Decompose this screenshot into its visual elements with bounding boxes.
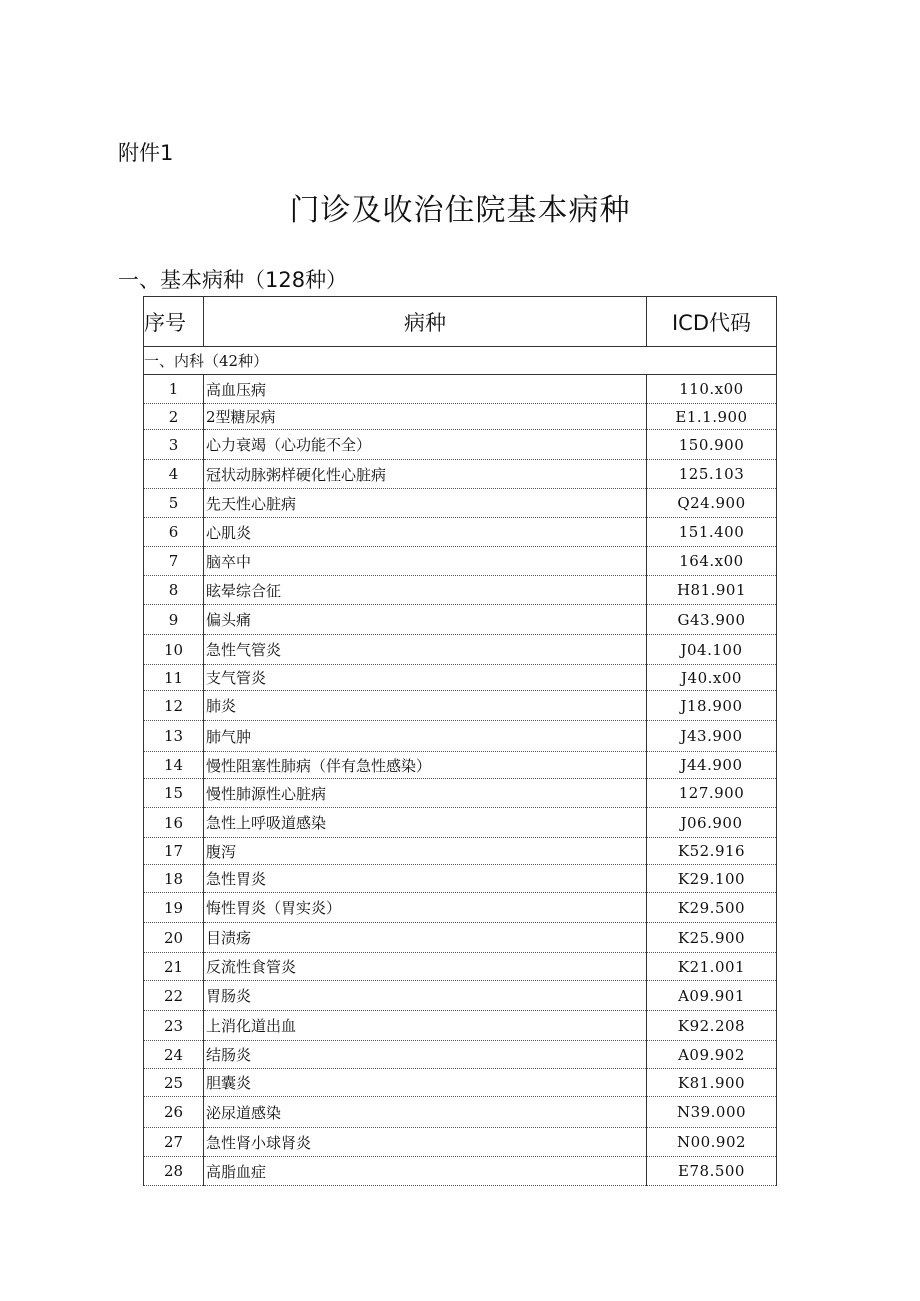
table-row xyxy=(144,808,777,838)
disease-name: 先天性心脏病 xyxy=(204,489,647,518)
icd-code: 164.x00 xyxy=(647,547,777,576)
icd-code: J04.100 xyxy=(647,635,777,665)
table-row xyxy=(144,489,777,518)
row-number: 16 xyxy=(144,808,204,838)
disease-name: 2型糖尿病 xyxy=(204,404,647,430)
row-number: 8 xyxy=(144,576,204,605)
icd-code: K92.208 xyxy=(647,1011,777,1041)
row-number: 11 xyxy=(144,665,204,691)
icd-code: Q24.900 xyxy=(647,489,777,518)
table-row xyxy=(144,838,777,865)
disease-name: 脑卒中 xyxy=(204,547,647,576)
row-number: 1 xyxy=(144,375,204,404)
table-row xyxy=(144,981,777,1011)
icd-code: 110.x00 xyxy=(647,375,777,404)
icd-code: K21.001 xyxy=(647,953,777,981)
table-row xyxy=(144,375,777,404)
category-label: 一、内科（42种） xyxy=(144,347,777,375)
header-seq: 序号 xyxy=(144,297,204,347)
icd-code: E1.1.900 xyxy=(647,404,777,430)
row-number: 6 xyxy=(144,518,204,547)
disease-name: 眩晕综合征 xyxy=(204,576,647,605)
table-row xyxy=(144,1069,777,1097)
disease-name: 结肠炎 xyxy=(204,1041,647,1069)
disease-name: 心肌炎 xyxy=(204,518,647,547)
disease-name: 腹泻 xyxy=(204,838,647,865)
row-number: 12 xyxy=(144,691,204,721)
disease-name: 上消化道出血 xyxy=(204,1011,647,1041)
icd-code: A09.902 xyxy=(647,1041,777,1069)
row-number: 13 xyxy=(144,721,204,752)
row-number: 15 xyxy=(144,779,204,808)
table-row xyxy=(144,460,777,489)
table-row xyxy=(144,404,777,430)
row-number: 17 xyxy=(144,838,204,865)
table-row xyxy=(144,576,777,605)
disease-name: 目渍疡 xyxy=(204,923,647,953)
icd-code: K25.900 xyxy=(647,923,777,953)
row-number: 22 xyxy=(144,981,204,1011)
table-row xyxy=(144,1097,777,1128)
disease-name: 急性上呼吸道感染 xyxy=(204,808,647,838)
disease-name: 急性肾小球肾炎 xyxy=(204,1128,647,1157)
section-heading: 一、基本病种（128种） xyxy=(118,268,348,292)
row-number: 25 xyxy=(144,1069,204,1097)
disease-name: 高脂血症 xyxy=(204,1157,647,1186)
table-row xyxy=(144,752,777,779)
table-row xyxy=(144,665,777,691)
disease-name: 泌尿道感染 xyxy=(204,1097,647,1128)
row-number: 19 xyxy=(144,893,204,923)
row-number: 24 xyxy=(144,1041,204,1069)
icd-code: H81.901 xyxy=(647,576,777,605)
row-number: 18 xyxy=(144,865,204,893)
header-disease: 病种 xyxy=(204,297,647,347)
table-row xyxy=(144,923,777,953)
disease-name: 肺气肿 xyxy=(204,721,647,752)
disease-name: 慢性肺源性心脏病 xyxy=(204,779,647,808)
category-row xyxy=(144,347,777,375)
disease-name: 肺炎 xyxy=(204,691,647,721)
table-row xyxy=(144,430,777,460)
icd-code: J44.900 xyxy=(647,752,777,779)
disease-name: 反流性食管炎 xyxy=(204,953,647,981)
row-number: 21 xyxy=(144,953,204,981)
icd-code: K29.100 xyxy=(647,865,777,893)
row-number: 27 xyxy=(144,1128,204,1157)
table-row xyxy=(144,953,777,981)
table-row xyxy=(144,893,777,923)
disease-name: 心力衰竭（心功能不全） xyxy=(204,430,647,460)
row-number: 14 xyxy=(144,752,204,779)
icd-code: J06.900 xyxy=(647,808,777,838)
disease-table xyxy=(143,296,777,1186)
disease-name: 急性胃炎 xyxy=(204,865,647,893)
icd-code: J18.900 xyxy=(647,691,777,721)
disease-name: 慢性阻塞性肺病（伴有急性感染） xyxy=(204,752,647,779)
row-number: 3 xyxy=(144,430,204,460)
row-number: 4 xyxy=(144,460,204,489)
table-row xyxy=(144,635,777,665)
row-number: 10 xyxy=(144,635,204,665)
row-number: 9 xyxy=(144,605,204,635)
attachment-label: 附件1 xyxy=(118,141,174,165)
table-row xyxy=(144,865,777,893)
table-row xyxy=(144,1011,777,1041)
disease-name: 胃肠炎 xyxy=(204,981,647,1011)
row-number: 28 xyxy=(144,1157,204,1186)
header-icd: ICD代码 xyxy=(647,297,777,347)
row-number: 7 xyxy=(144,547,204,576)
disease-name: 悔性胃炎（胃实炎） xyxy=(204,893,647,923)
icd-code: 150.900 xyxy=(647,430,777,460)
disease-name: 急性气管炎 xyxy=(204,635,647,665)
table-header-row xyxy=(144,297,777,347)
icd-code: K81.900 xyxy=(647,1069,777,1097)
icd-code: N00.902 xyxy=(647,1128,777,1157)
disease-name: 高血压病 xyxy=(204,375,647,404)
icd-code: G43.900 xyxy=(647,605,777,635)
row-number: 5 xyxy=(144,489,204,518)
table-row xyxy=(144,605,777,635)
table-row xyxy=(144,1041,777,1069)
table-row xyxy=(144,1128,777,1157)
disease-name: 胆囊炎 xyxy=(204,1069,647,1097)
icd-code: J40.x00 xyxy=(647,665,777,691)
icd-code: E78.500 xyxy=(647,1157,777,1186)
icd-code: A09.901 xyxy=(647,981,777,1011)
icd-code: 127.900 xyxy=(647,779,777,808)
row-number: 23 xyxy=(144,1011,204,1041)
disease-name: 冠状动脉粥样硬化性心脏病 xyxy=(204,460,647,489)
page-title: 门诊及收治住院基本病种 xyxy=(289,193,631,228)
disease-name: 偏头痛 xyxy=(204,605,647,635)
table-row xyxy=(144,1157,777,1186)
row-number: 20 xyxy=(144,923,204,953)
icd-code: K52.916 xyxy=(647,838,777,865)
row-number: 26 xyxy=(144,1097,204,1128)
table-row xyxy=(144,779,777,808)
table-row xyxy=(144,547,777,576)
icd-code: J43.900 xyxy=(647,721,777,752)
icd-code: 125.103 xyxy=(647,460,777,489)
table-row xyxy=(144,518,777,547)
icd-code: 151.400 xyxy=(647,518,777,547)
icd-code: N39.000 xyxy=(647,1097,777,1128)
row-number: 2 xyxy=(144,404,204,430)
icd-code: K29.500 xyxy=(647,893,777,923)
table-row xyxy=(144,691,777,721)
table-row xyxy=(144,721,777,752)
disease-name: 支气管炎 xyxy=(204,665,647,691)
